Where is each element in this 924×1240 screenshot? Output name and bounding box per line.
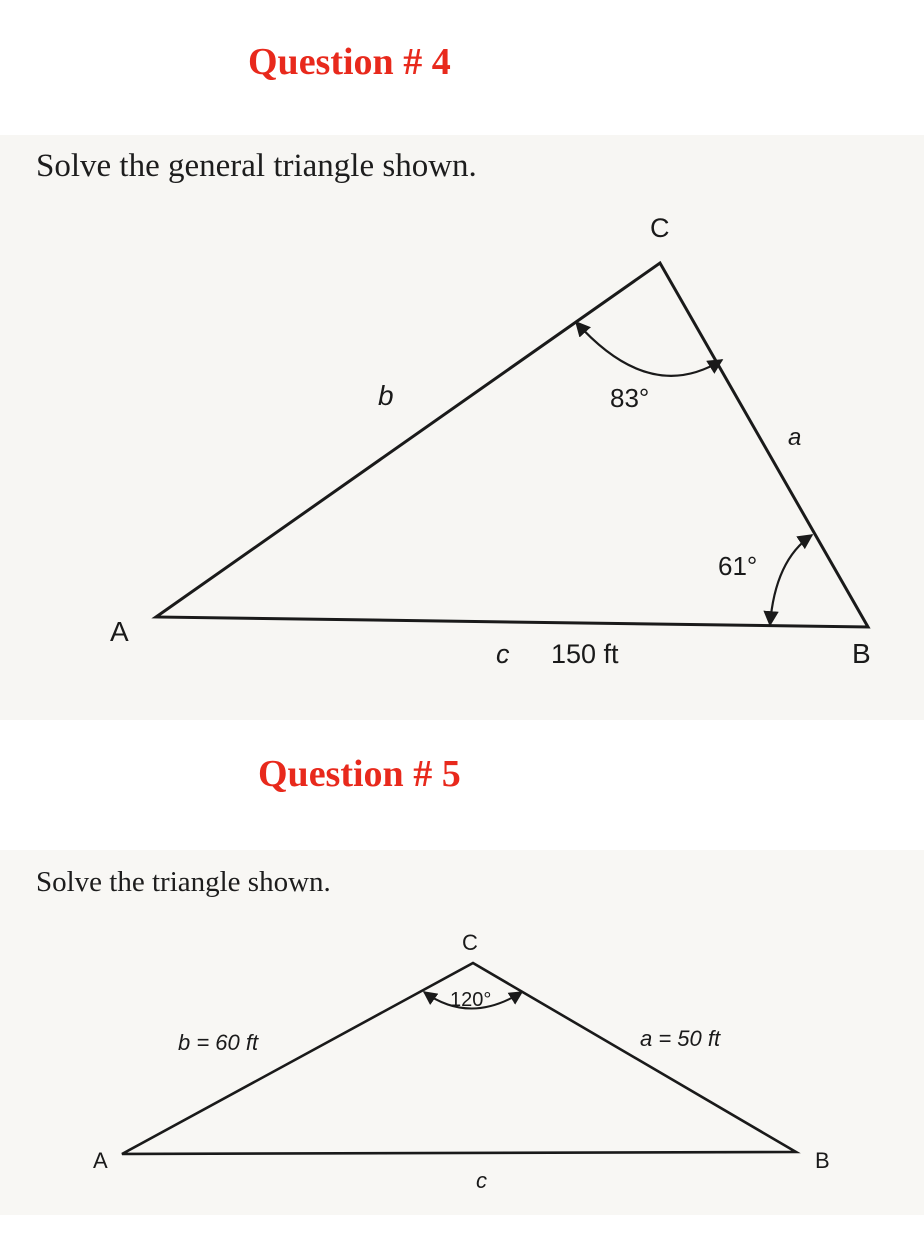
side-b-label: b <box>378 380 394 411</box>
side-b-label: b = 60 ft <box>178 1030 259 1055</box>
question-5-prompt: Solve the triangle shown. <box>36 866 331 898</box>
question-4-title: Question # 4 <box>248 41 451 83</box>
vertex-b-label: B <box>815 1148 830 1173</box>
angle-b-arc <box>770 535 812 625</box>
side-c-length: 150 ft <box>551 639 619 669</box>
question-4-triangle-figure <box>0 135 924 720</box>
side-a-label: a <box>788 424 802 451</box>
angle-b-label: 61° <box>718 551 758 581</box>
question-4-prompt: Solve the general triangle shown. <box>36 148 477 184</box>
vertex-b-label: B <box>852 638 871 669</box>
side-a-label: a = 50 ft <box>640 1026 721 1051</box>
vertex-a-label: A <box>110 616 129 647</box>
side-c-label: c <box>496 639 510 669</box>
vertex-a-label: A <box>93 1148 108 1173</box>
angle-c-label: 83° <box>610 383 650 413</box>
side-c-label: c <box>476 1168 487 1193</box>
angle-c-label: 120° <box>450 989 492 1011</box>
vertex-c-label: C <box>462 930 478 955</box>
vertex-c-label: C <box>650 213 670 243</box>
angle-c-arc <box>576 322 722 376</box>
triangle-abc <box>156 263 868 627</box>
question-5-triangle-figure <box>0 850 924 1215</box>
question-5-title: Question # 5 <box>258 753 461 795</box>
